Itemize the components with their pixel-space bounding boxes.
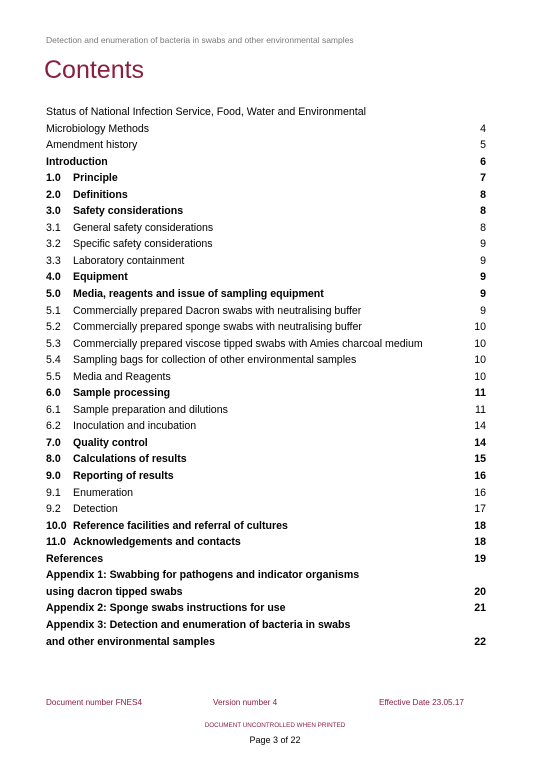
toc-entry[interactable] — [46, 385, 486, 402]
toc-entry-page: 4 — [480, 122, 486, 135]
toc-entry-number: 5.3 — [46, 337, 61, 350]
toc-entry-page: 14 — [474, 436, 486, 449]
toc-entry-title: Appendix 3: Detection and enumeration of bacteria in swabs — [46, 618, 351, 631]
toc-entry-page: 8 — [480, 188, 486, 201]
toc-entry-number: 6.0 — [46, 387, 61, 400]
toc-entry-number: 8.0 — [46, 453, 61, 466]
toc-entry-page: 5 — [480, 139, 486, 152]
toc-entry[interactable] — [46, 104, 486, 121]
toc-entry-title: Inoculation and incubation — [73, 420, 197, 433]
toc-entry-title: Detection — [73, 503, 118, 516]
toc-entry[interactable] — [46, 584, 486, 601]
toc-entry[interactable] — [46, 534, 486, 551]
toc-entry-title: Status of National Infection Service, Food, Water and Environmental — [46, 106, 366, 118]
table-of-contents — [46, 104, 486, 650]
toc-entry-page: 16 — [474, 486, 486, 499]
toc-entry-page: 9 — [480, 304, 486, 317]
toc-entry-number: 3.1 — [46, 221, 61, 234]
toc-entry-page: 6 — [480, 155, 486, 168]
toc-entry[interactable] — [46, 336, 486, 353]
toc-entry-number: 1.0 — [46, 172, 61, 185]
toc-entry[interactable] — [46, 435, 486, 452]
toc-entry-title: Safety considerations — [73, 205, 184, 218]
toc-entry-title: Appendix 1: Swabbing for pathogens and indicator organisms — [46, 569, 360, 582]
toc-entry[interactable] — [46, 286, 486, 303]
toc-entry[interactable] — [46, 567, 486, 584]
toc-entry-page: 21 — [474, 602, 486, 615]
toc-entry-number: 7.0 — [46, 436, 61, 449]
toc-entry-page: 15 — [474, 453, 486, 466]
toc-entry-page: 9 — [480, 288, 486, 301]
toc-entry[interactable] — [46, 369, 486, 386]
toc-entry[interactable] — [46, 121, 486, 138]
footer-document-number: Document number FNES4 — [46, 698, 143, 707]
toc-entry-title: Microbiology Methods — [46, 122, 150, 135]
toc-entry[interactable] — [46, 501, 486, 518]
toc-entry-page: 16 — [474, 470, 486, 483]
toc-entry-page: 20 — [474, 585, 486, 598]
toc-entry-number: 9.0 — [46, 470, 61, 483]
toc-entry-title: Acknowledgements and contacts — [73, 536, 241, 549]
toc-entry-title: Equipment — [73, 271, 128, 284]
toc-entry-title: Principle — [73, 172, 118, 185]
toc-entry[interactable] — [46, 319, 486, 336]
toc-entry-page: 10 — [474, 370, 486, 383]
toc-entry[interactable] — [46, 269, 486, 286]
footer-effective-date: Effective Date 23.05.17 — [379, 698, 464, 707]
toc-entry-number: 2.0 — [46, 188, 61, 201]
toc-entry-page: 8 — [480, 221, 486, 234]
toc-entry[interactable] — [46, 518, 486, 535]
toc-entry-number: 5.2 — [46, 321, 61, 334]
toc-entry-number: 5.1 — [46, 304, 61, 317]
toc-entry-title: and other environmental samples — [46, 635, 215, 648]
toc-entry-page: 9 — [480, 254, 486, 267]
toc-entry-number: 3.2 — [46, 238, 61, 251]
toc-entry-page: 18 — [474, 536, 486, 549]
toc-entry[interactable] — [46, 600, 486, 617]
toc-entry-title: Laboratory containment — [73, 254, 185, 267]
toc-entry[interactable] — [46, 418, 486, 435]
toc-entry-title: Media and Reagents — [73, 370, 171, 383]
toc-entry-page: 9 — [480, 271, 486, 284]
toc-entry-number: 3.3 — [46, 254, 61, 267]
toc-entry-title: using dacron tipped swabs — [46, 585, 183, 598]
toc-entry-title: Commercially prepared sponge swabs with neutralising buffer — [73, 321, 362, 334]
toc-entry-page: 7 — [480, 172, 486, 185]
toc-entry-title: Specific safety considerations — [73, 238, 213, 251]
toc-entry-page: 11 — [475, 403, 486, 416]
toc-entry-number: 11.0 — [46, 536, 67, 549]
toc-entry-title: Commercially prepared Dacron swabs with neutralising buffer — [73, 304, 362, 317]
toc-entry-page: 10 — [474, 321, 486, 334]
toc-entry[interactable] — [46, 451, 486, 468]
toc-entry-page: 8 — [480, 205, 486, 218]
toc-entry[interactable] — [46, 236, 486, 253]
toc-entry-page: 19 — [474, 552, 486, 565]
toc-entry-number: 5.0 — [46, 288, 61, 301]
toc-entry-number: 9.1 — [46, 486, 61, 499]
toc-entry-page: 10 — [474, 337, 486, 350]
toc-entry-page: 10 — [474, 354, 486, 367]
toc-entry-title: Calculations of results — [73, 453, 187, 466]
toc-entry-title: Amendment history — [46, 139, 138, 152]
toc-entry[interactable] — [46, 303, 486, 320]
page-number: Page 3 of 22 — [249, 735, 301, 745]
toc-entry[interactable] — [46, 187, 486, 204]
toc-entry[interactable] — [46, 485, 486, 502]
footer-version: Version number 4 — [213, 698, 278, 707]
toc-entry[interactable] — [46, 352, 486, 369]
toc-entry-number: 9.2 — [46, 503, 61, 516]
toc-entry-number: 4.0 — [46, 271, 61, 284]
toc-entry-title: Sample processing — [73, 387, 171, 400]
toc-entry-title: Enumeration — [73, 486, 134, 499]
toc-entry-title: General safety considerations — [73, 221, 214, 234]
toc-entry-page: 11 — [474, 387, 486, 400]
toc-entry-title: Commercially prepared viscose tipped swabs with Amies charcoal medium — [73, 337, 423, 350]
toc-entry-title: Media, reagents and issue of sampling equipment — [73, 288, 324, 301]
toc-entry-number: 10.0 — [46, 519, 67, 532]
toc-entry-page: 22 — [474, 635, 486, 648]
toc-entry[interactable] — [46, 220, 486, 237]
uncontrolled-notice: DOCUMENT UNCONTROLLED WHEN PRINTED — [204, 722, 346, 729]
toc-entry-page: 14 — [474, 420, 486, 433]
toc-entry[interactable] — [46, 137, 486, 154]
toc-entry-title: Definitions — [73, 188, 128, 201]
toc-entry-title: Sampling bags for collection of other environmental samples — [73, 354, 357, 367]
toc-entry-page: 18 — [474, 519, 486, 532]
toc-entry-title: Sample preparation and dilutions — [73, 403, 228, 416]
toc-entry[interactable] — [46, 551, 486, 568]
toc-entry-page: 9 — [480, 238, 486, 251]
toc-entry-number: 6.1 — [46, 403, 61, 416]
toc-entry-number: 3.0 — [46, 205, 61, 218]
running-header: Detection and enumeration of bacteria in swabs and other environmental samples — [46, 35, 354, 45]
toc-entry-number: 5.4 — [46, 354, 61, 367]
toc-entry-title: Introduction — [46, 155, 108, 168]
toc-entry-title: Reporting of results — [73, 470, 174, 483]
toc-entry[interactable] — [46, 468, 486, 485]
toc-entry[interactable] — [46, 154, 486, 171]
toc-entry-title: References — [46, 552, 104, 565]
toc-entry[interactable] — [46, 203, 486, 220]
toc-entry-number: 5.5 — [46, 370, 61, 383]
toc-entry-page: 17 — [474, 503, 486, 516]
toc-entry-number: 6.2 — [46, 420, 61, 433]
toc-entry-title: Reference facilities and referral of cultures — [73, 519, 288, 532]
toc-entry[interactable] — [46, 634, 486, 651]
toc-entry-title: Quality control — [73, 436, 148, 449]
page-title: Contents — [44, 56, 145, 84]
toc-entry-title: Appendix 2: Sponge swabs instructions for use — [46, 602, 286, 615]
toc-entry[interactable] — [46, 253, 486, 270]
toc-entry[interactable] — [46, 402, 486, 419]
toc-entry[interactable] — [46, 617, 486, 634]
toc-entry[interactable] — [46, 170, 486, 187]
